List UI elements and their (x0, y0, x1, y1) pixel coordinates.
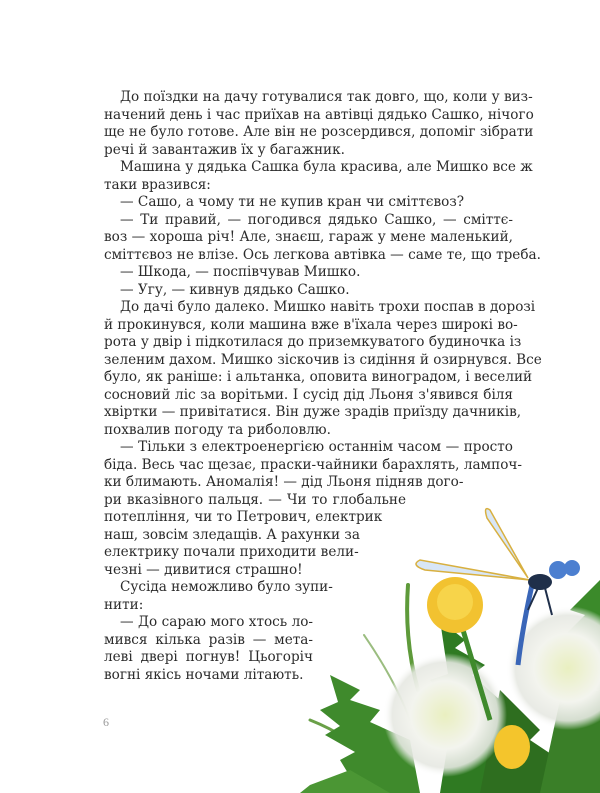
text-line: — Тільки з електроенергією останнім часом — просто (120, 439, 513, 455)
text-line: Сусіда неможливо було зупи- (120, 579, 333, 595)
text-line: наш, зовсім зледащів. А рахунки за (104, 526, 360, 543)
text-line: електрику почали приходити вели- (104, 544, 359, 560)
text-line: — До сараю мого хтось ло- (120, 614, 313, 630)
text-line: — Сашо, а чому ти не купив кран чи сміттєвоз? (120, 194, 465, 210)
text-line: нити: (104, 596, 144, 613)
text-line: мився кілька разів — мета- (104, 631, 313, 648)
text-line: До поїздки на дачу готувалися так довго, що, коли у виз- (120, 89, 533, 105)
text-line: вогні якісь ночами літають. (104, 666, 304, 683)
text-line: зеленим дахом. Мишко зіскочив із сидіння й озирнувся. Все (104, 351, 542, 368)
text-line: таки вразився: (104, 176, 211, 193)
text-line: ри вказівного пальця. — Чи то глобальне (104, 491, 406, 508)
text-line: До дачі було далеко. Мишко навіть трохи поспав в дорозі (120, 299, 536, 315)
text-line: потепління, чи то Петрович, електрик (104, 509, 383, 525)
text-line: біда. Весь час щезає, праски-чайники барахлять, лампоч- (104, 456, 522, 473)
text-line: сміттєвоз не влізе. Ось легкова автівка — саме те, що треба. (104, 246, 541, 263)
text-line: рота у двір і підкотилася до приземкуватого будиночка із (104, 334, 522, 350)
dandelion-dragonfly-illustration (300, 490, 600, 793)
text-line: леві двері погнув! Цьогоріч (104, 649, 313, 665)
text-line: воз — хороша річ! Але, знаєш, гараж у мене маленький, (104, 229, 513, 245)
text-line: ки блимають. Аномалія! — дід Льоня підняв дого- (104, 474, 464, 490)
text-line: хвіртки — привітатися. Він дуже зрадів приїзду дачників, (104, 404, 522, 420)
text-line: й прокинувся, коли машина вже в'їхала через широкі во- (104, 316, 518, 333)
text-line: — Угу, — кивнув дядько Сашко. (120, 281, 350, 298)
text-line: чезні — дивитися страшно! (104, 561, 303, 578)
text-line: — Ти правий, — погодився дядько Сашко, — сміттє- (120, 211, 513, 228)
text-line: ще не було готове. Але він не розсердився, допоміг зібрати (104, 124, 534, 140)
text-line: Машина у дядька Сашка була красива, але Мишко все ж (120, 159, 533, 175)
text-line: було, як раніше: і альтанка, оповита виноградом, і веселий (104, 369, 533, 385)
dandelion-bud-icon (494, 725, 530, 769)
text-line: сосновий ліс за ворітьми. І сусід дід Льоня з'явився біля (104, 386, 513, 403)
page-number: 6 (103, 715, 109, 729)
text-line: — Шкода, — поспівчував Мишко. (120, 264, 361, 280)
text-line: начений день і час приїхав на автівці дядько Сашко, нічого (104, 106, 534, 123)
text-line: речі й завантажив їх у багажник. (104, 141, 345, 158)
text-line: похвалив погоду та риболовлю. (104, 421, 331, 438)
dandelion-flower-icon (427, 577, 483, 633)
